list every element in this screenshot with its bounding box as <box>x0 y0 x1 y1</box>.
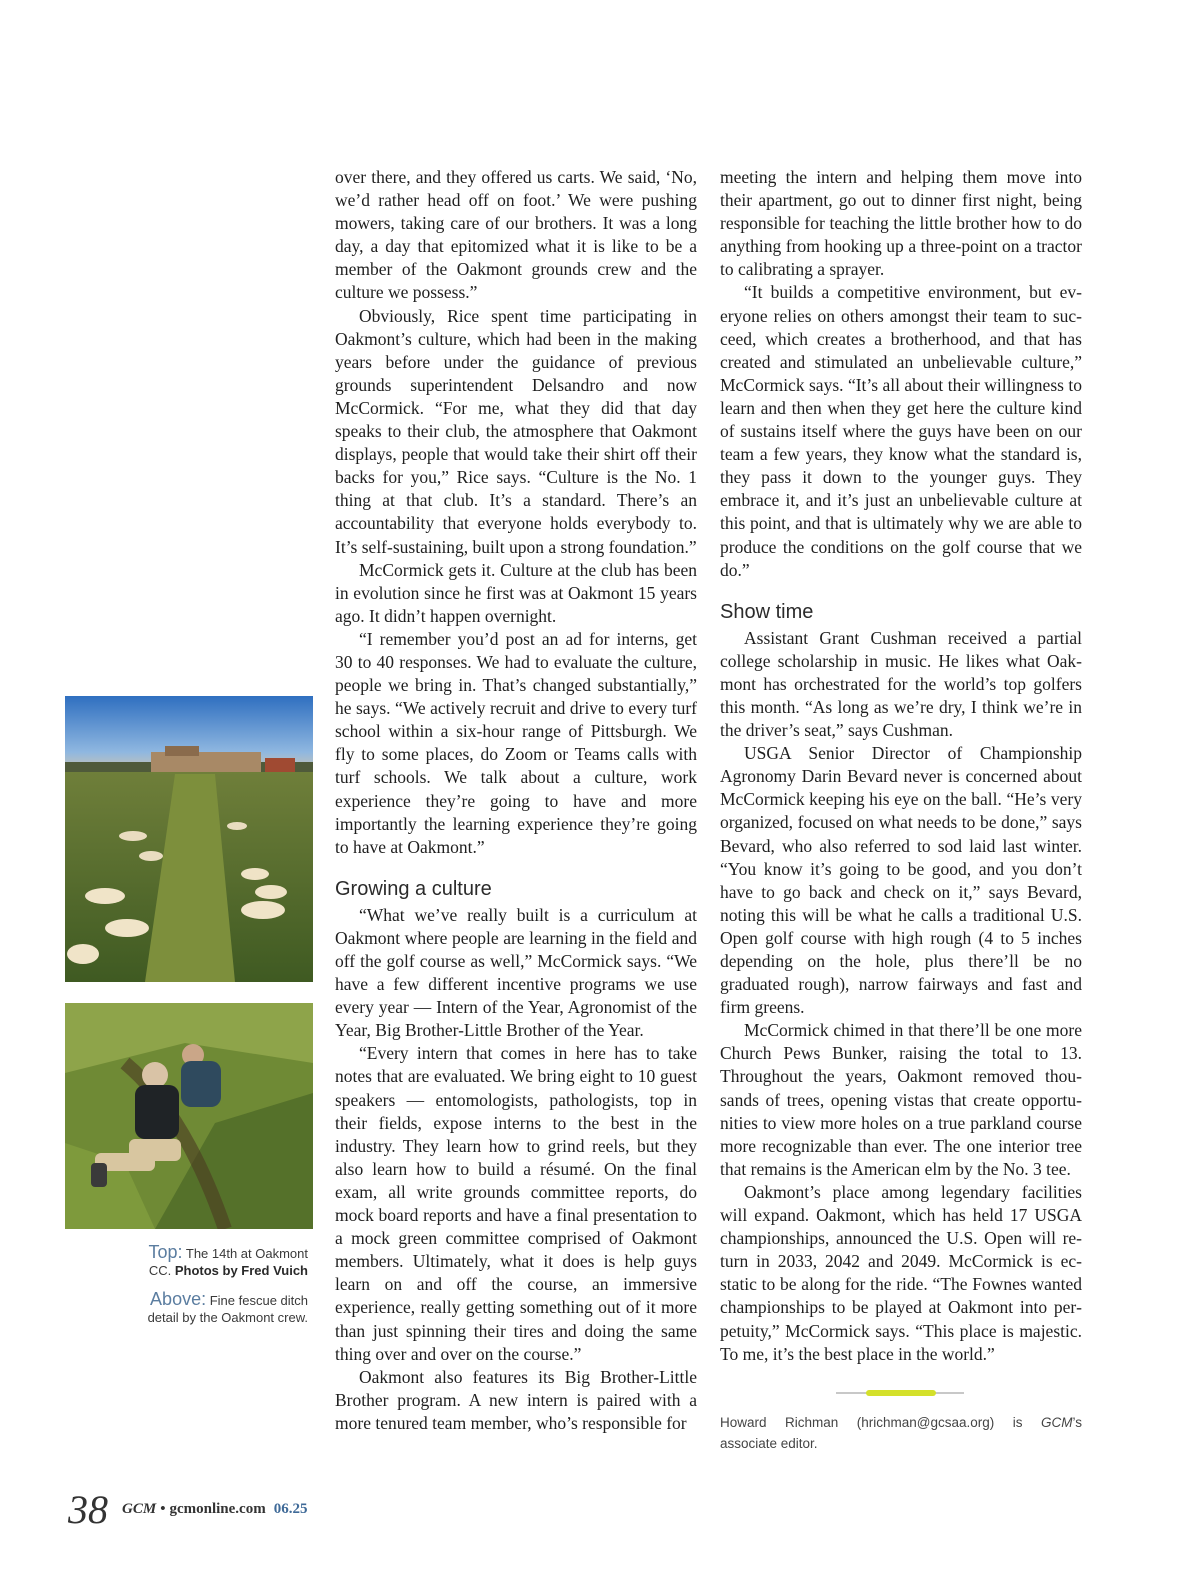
caption-above-lead: Above: <box>150 1289 207 1309</box>
caption-top-lead: Top: <box>148 1242 183 1262</box>
paragraph: “I remember you’d post an ad for interns, get 30 to 40 responses. We had to evaluate the culture, people we bring in. That’s changed substantially,” he says. “We actively recruit and drive to every turf school within a six-hour range of Pittsburgh. We fly to some places, do Zoom or Teams calls with turf schools. We talk about a culture, work experience they’re going to have and more importantly the learning experience they’re going to have at Oakmont.” <box>335 628 697 857</box>
bio-publication: GCM <box>1040 1415 1073 1430</box>
paragraph: USGA Senior Director of Championship Agronomy Darin Bevard never is concerned about McCormick keeping his eye on the ball. “He’s very organized, focused on what needs to be done,” says Bevard, who also referred to sod laid last winter. “You know it’s going to be good, and you don’t have to go back and check on it,” says Bevard, noting this will be what he calls a traditional U.S. Open golf course with high rough (4 to 5 inches depending on the hole, plus there’ll be no graduated rough), narrow fairways and fast and firm greens. <box>720 743 1082 1018</box>
footer-separator: • <box>160 1501 166 1517</box>
photo-fescue-ditch <box>65 1003 313 1229</box>
footer-publication: GCM <box>122 1501 157 1517</box>
paragraph: “Every intern that comes in here has to take notes that are evaluated. We bring eight to 10 guest speakers — entomologists, pathologists, top in their fields, expose interns to the best in the industry. They learn how to grind reels, but they also learn how to build a résumé. On the final exam, all write grounds committee reports, do mock board reports and have a final presentation to a mock green committee comprised of Oakmont members. Ultimately, what it does is help guys learn on and off the course, an immersive experience, really getting something out of it more than just spinning their tires and doing the same thing over and over on the course.” <box>335 1043 697 1364</box>
caption-top-credit: Photos by Fred Vuich <box>174 1263 308 1278</box>
caption-above <box>140 1291 308 1326</box>
footer-issue: 06.25 <box>273 1501 308 1517</box>
paragraph: Assistant Grant Cushman received a partial college scholarship in music. He likes what Oakmont has orchestrated for the world’s top golfers this month. “As long as we’re dry, I think we’re in the driver’s seat,” says Cushman. <box>720 627 1082 741</box>
paragraph: McCormick chimed in that there’ll be one more Church Pews Bunker, raising the total to 13. Throughout the years, Oakmont removed thousands of trees, opening vistas that create opportunities to view more holes on a true parkland course more recognizable than ever. The one interior tree that remains is the American elm by the No. 3 tee. <box>720 1020 1082 1179</box>
bio-role: ’s associate editor. <box>720 1415 1082 1451</box>
paragraph: Obviously, Rice spent time participating in Oakmont’s culture, which had been in the making years before under the guidance of previous grounds superintendent Delsandro and now McCormick. “For me, what they did that day speaks to their club, the atmosphere that Oakmont displays, people that would take their shirt off their backs for you,” Rice says. “Culture is the No. 1 thing at that club. It’s a standard. There’s an accountability that everyone holds everybody to. It’s self-sustaining, built upon a strong foundation.” <box>335 305 697 557</box>
paragraph: Oakmont also features its Big Brother-Little Brother program. A new intern is paired with a more tenured team member, who’s responsible for <box>335 1366 697 1433</box>
paragraph: over there, and they offered us carts. We said, ‘No, we’d rather head off on foot.’ We were pushing mowers, taking care of our brothers. It was a long day, a day that epitomized what it is like to be a member of the Oakmont grounds crew and the culture we possess.” <box>335 167 697 303</box>
bio-text: Howard Richman (hrichman@gcsaa.org) is <box>720 1415 1041 1430</box>
section-heading-show-time: Show time <box>720 600 814 623</box>
paragraph: meeting the intern and helping them move into their apartment, go out to dinner first night, being responsible for teaching the little brother how to do anything from hooking up a three-point on a tractor to calibrating a sprayer. <box>720 167 1082 280</box>
article-column-2 <box>720 166 1082 1366</box>
page-number: 38 <box>68 1487 108 1532</box>
paragraph: McCormick gets it. Culture at the club has been in evolution since he first was at Oakmont 15 years ago. It didn’t happen overnight. <box>335 559 697 626</box>
author-bio <box>720 1412 1082 1454</box>
caption-top <box>140 1244 308 1279</box>
photo-oakmont-14th-hole <box>65 696 313 982</box>
footer-website: gcmonline.com <box>169 1501 266 1517</box>
caption-top-text: The 14th at Oakmont CC. <box>148 1246 308 1278</box>
section-heading-growing-a-culture: Growing a culture <box>335 877 492 900</box>
end-divider-accent <box>866 1390 936 1396</box>
photo-captions <box>140 1244 308 1338</box>
article-column-1 <box>335 166 697 1435</box>
caption-above-text: Fine fescue ditch detail by the Oakmont crew. <box>147 1293 308 1325</box>
paragraph: Oakmont’s place among legendary facilities will expand. Oakmont, which has held 17 USGA championships, announced the U.S. Open will return in 2033, 2042 and 2049. McCormick is ecstatic to be along for the ride. “The Fownes wanted championships to be played at Oakmont into perpetuity,” McCormick says. “This place is majestic. To me, it’s the best place in the world.” <box>720 1181 1082 1364</box>
page-footer <box>68 1486 307 1533</box>
paragraph: “What we’ve really built is a curriculum at Oakmont where people are learning in the field and off the golf course as well,” McCormick says. “We have a few different incentive programs we use every year — Intern of the Year, Agronomist of the Year, Big Brother-Little Brother of the Year. <box>335 904 697 1041</box>
paragraph: “It builds a competitive environment, but everyone relies on others amongst their team to succeed, which creates a brotherhood, and that has created and stimulated an unbelievable culture,” McCormick says. “It’s all about their willingness to learn and then when they get here the culture kind of sustains itself where the guys have been on our team a few years, they know what the standard is, they pass it down to the younger guys. They embrace it, and it’s just an unbelievable culture at this point, and that is ultimately why we are able to produce the conditions on the golf course that we do.” <box>720 282 1082 580</box>
